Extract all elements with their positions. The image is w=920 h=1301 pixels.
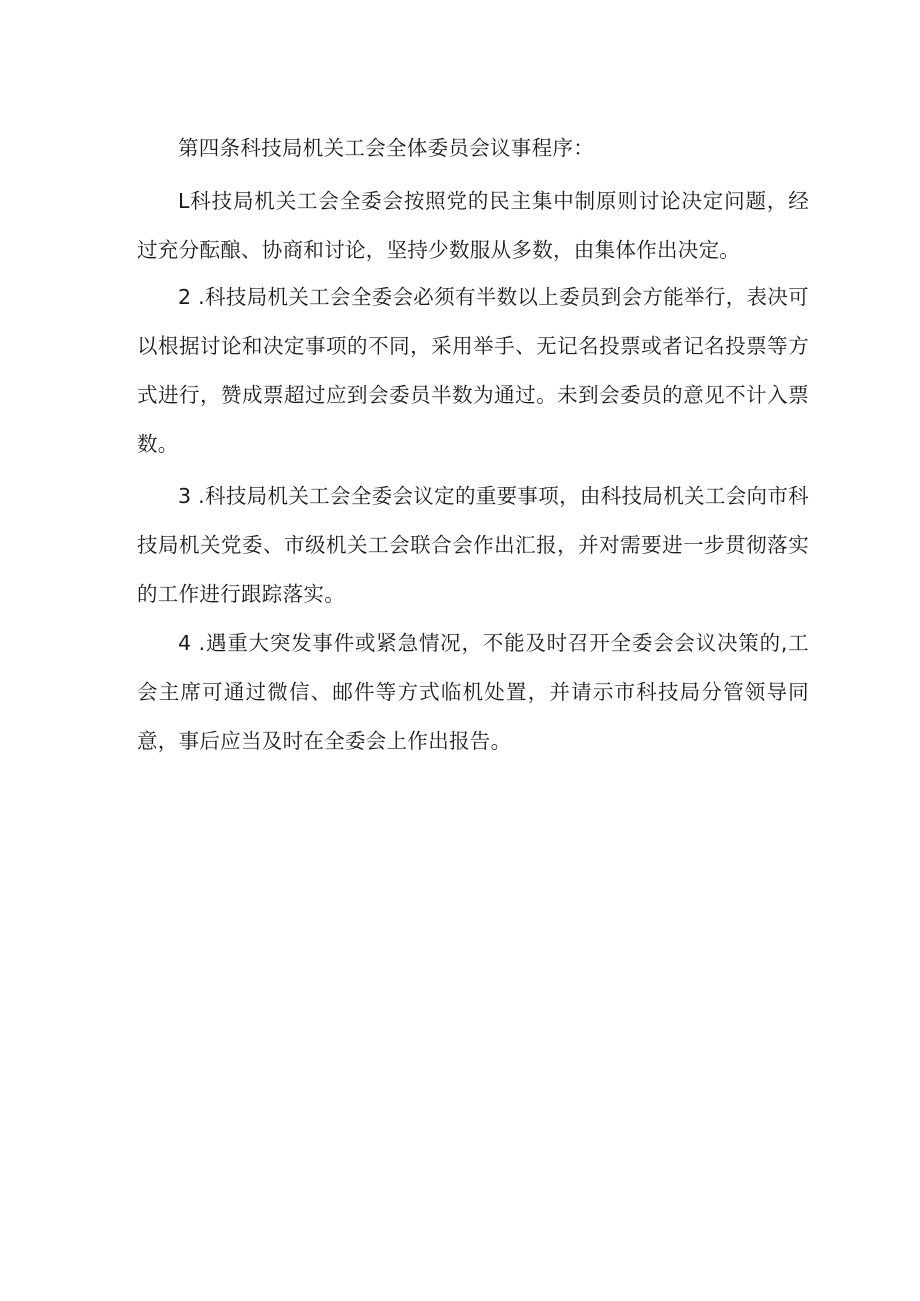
article-heading: 第四条科技局机关工会全体委员会议事程序： xyxy=(178,136,594,160)
paragraph-item-2: 2 .科技局机关工会全委会必须有半数以上委员到会方能举行，表决可以根据讨论和决定事项的不同，采用举手、无记名投票或者记名投票等方式进行，赞成票超过应到会委员半数为通过。未到会委员的意见不计入票数。 xyxy=(137,285,809,456)
document-body xyxy=(137,124,809,766)
paragraph-item-4: 4 .遇重大突发事件或紧急情况，不能及时召开全委会会议决策的,工会主席可通过微信、邮件等方式临机处置，并请示市科技局分管领导同意，事后应当及时在全委会上作出报告。 xyxy=(137,631,809,753)
paragraph-item-1: L科技局机关工会全委会按照党的民主集中制原则讨论决定问题，经过充分酝酿、协商和讨论，坚持少数服从多数，由集体作出决定。 xyxy=(137,189,809,262)
paragraph-item-3: 3 .科技局机关工会全委会议定的重要事项，由科技局机关工会向市科技局机关党委、市级机关工会联合会作出汇报，并对需要进一步贯彻落实的工作进行跟踪落实。 xyxy=(137,484,809,606)
